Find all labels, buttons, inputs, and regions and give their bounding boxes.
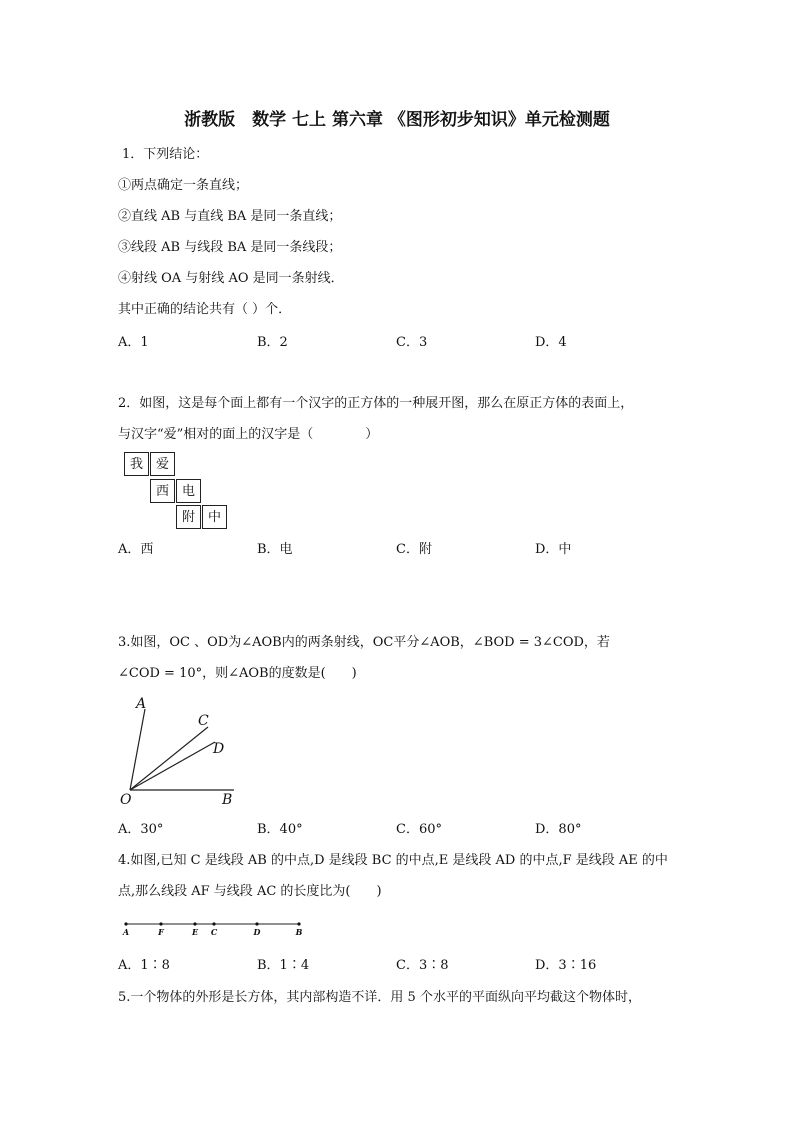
q3-option-d: D．80° — [535, 822, 582, 837]
ray-od — [130, 742, 215, 790]
net-cell-5: 附 — [176, 505, 201, 529]
net-cell-4: 电 — [176, 479, 201, 503]
label-d: D — [213, 741, 225, 757]
page-title: 浙教版 数学 七上 第六章 《图形初步知识》单元检测题 — [184, 110, 610, 130]
q4-option-c: C．3∶8 — [396, 958, 449, 973]
point-b — [297, 922, 300, 925]
q4-option-d: D．3∶16 — [535, 958, 597, 973]
point-f — [159, 922, 162, 925]
label-f: F — [158, 927, 164, 937]
q2-option-d: D．中 — [535, 542, 572, 557]
q1-statement-4: ④射线 OA 与射线 AO 是同一条射线． — [118, 271, 344, 286]
q2-option-b: B．电 — [257, 542, 293, 557]
q1-statement-1: ①两点确定一条直线； — [118, 178, 249, 193]
q1-option-b: B．2 — [257, 335, 288, 350]
q1-option-a: A．1 — [118, 335, 149, 350]
q1-option-d: D．4 — [535, 335, 567, 350]
q1-question: 其中正确的结论共有（ ）个． — [118, 302, 292, 317]
label-a: A — [136, 696, 147, 712]
label-a: A — [122, 927, 130, 937]
point-e — [193, 922, 196, 925]
label-c: C — [210, 927, 218, 937]
q4-line-1: 4.如图,已知 C 是线段 AB 的中点,D 是线段 BC 的中点,E 是线段 AD 的中点,F 是线段 AE 的中 — [118, 853, 668, 868]
q2-line-2: 与汉字“爱”相对的面上的汉字是（ ） — [118, 427, 379, 442]
q2-option-c: C．附 — [396, 542, 432, 557]
q5-line-1: 5.一个物体的外形是长方体，其内部构造不详．用 5 个水平的平面纵向平均截这个物体时， — [118, 990, 641, 1005]
point-c — [212, 922, 215, 925]
q1-stem: 1．下列结论： — [122, 147, 209, 162]
q4-line-2: 点,那么线段 AF 与线段 AC 的长度比为( ) — [118, 884, 382, 899]
q1-statement-3: ③线段 AB 与线段 BA 是同一条线段； — [118, 240, 342, 255]
q2-line-1: 2．如图，这是每个面上都有一个汉字的正方体的一种展开图，那么在原正方体的表面上， — [118, 396, 634, 411]
label-b: B — [295, 927, 303, 937]
net-cell-2: 爱 — [150, 452, 175, 476]
q3-line-1: 3.如图，OC 、OD为∠AOB内的两条射线，OC平分∠AOB，∠BOD = 3∠COD，若 — [118, 635, 610, 650]
q3-line-2: ∠COD = 10°，则∠AOB的度数是( ) — [118, 666, 357, 681]
net-cell-3: 西 — [150, 479, 175, 503]
cube-net-figure — [124, 452, 234, 532]
ray-oa — [130, 709, 145, 790]
point-a — [124, 922, 127, 925]
q3-option-c: C．60° — [396, 822, 442, 837]
net-cell-1: 我 — [124, 452, 149, 476]
segment-figure — [118, 918, 308, 940]
ray-oc — [130, 727, 208, 790]
q1-option-c: C．3 — [396, 335, 428, 350]
label-c: C — [198, 713, 209, 729]
q1-statement-2: ②直线 AB 与直线 BA 是同一条直线； — [118, 209, 342, 224]
q4-option-b: B．1∶4 — [257, 958, 310, 973]
q4-option-a: A．1∶8 — [118, 958, 170, 973]
label-e: E — [191, 927, 199, 937]
net-cell-6: 中 — [202, 505, 227, 529]
q3-option-a: A．30° — [118, 822, 164, 837]
point-d — [255, 922, 258, 925]
label-o: O — [120, 792, 132, 808]
label-b: B — [222, 792, 233, 808]
q2-option-a: A．西 — [118, 542, 154, 557]
angle-figure — [110, 695, 250, 810]
label-d: D — [253, 927, 261, 937]
q3-option-b: B．40° — [257, 822, 303, 837]
